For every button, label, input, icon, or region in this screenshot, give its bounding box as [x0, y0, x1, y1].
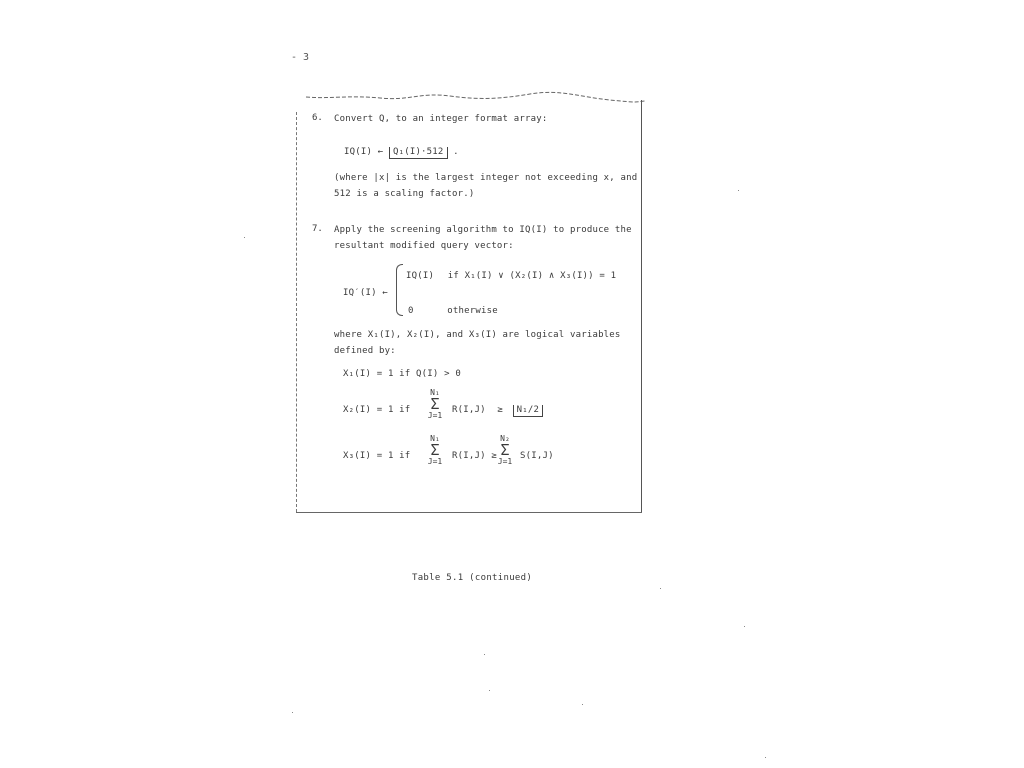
step-6-text: Convert Q, to an integer format array:	[334, 114, 548, 124]
table-left-border	[296, 112, 297, 512]
step-7-case-2	[408, 305, 498, 317]
table-caption: Table 5.1 (continued)	[412, 573, 533, 583]
torn-top-edge	[0, 0, 1024, 120]
step-7-text-line-2: resultant modified query vector:	[334, 241, 514, 251]
step-6-equation-end: .	[453, 147, 459, 157]
step-7-text-line-1: Apply the screening algorithm to IQ(I) to produce the	[334, 225, 632, 235]
case-2-condition: otherwise	[447, 306, 498, 316]
step-6-note-line-2: 512 is a scaling factor.)	[334, 189, 475, 199]
scan-speck	[489, 690, 490, 691]
definition-x2-rhs	[452, 404, 543, 417]
sigma-icon: Σ	[500, 441, 510, 459]
definition-x2-lhs: X₂(I) = 1 if	[343, 405, 411, 415]
step-6-number: 6.	[312, 113, 323, 123]
piecewise-brace	[396, 264, 403, 316]
step-6-equation-floor: Q₁(I)·512	[389, 147, 448, 159]
table-bottom-border	[296, 512, 642, 513]
definition-x3-term-1: R(I,J) ≥	[452, 451, 497, 461]
table-right-border	[641, 100, 642, 512]
definition-x3-sum-2-top: N₂	[500, 434, 510, 443]
definition-x3-sum-1-top: N₁	[430, 434, 440, 443]
definition-x3-sum-2	[494, 434, 516, 466]
scan-speck	[582, 704, 583, 705]
definition-x3-sum-1	[424, 434, 446, 466]
scan-speck	[744, 626, 745, 627]
scan-speck	[765, 757, 766, 758]
case-1-condition: if X₁(I) ∨ (X₂(I) ∧ X₃(I)) = 1	[447, 271, 617, 281]
step-6-equation	[344, 146, 459, 159]
scan-speck	[660, 588, 661, 589]
sigma-icon: Σ	[430, 441, 440, 459]
definition-x2-term: R(I,J)	[452, 405, 486, 415]
step-6-equation-lhs: IQ(I) ←	[344, 147, 384, 157]
definition-x2-sum-top: N₁	[430, 388, 440, 397]
definition-x1: X₁(I) = 1 if Q(I) > 0	[343, 369, 461, 379]
step-7-where-line-2: defined by:	[334, 346, 396, 356]
step-7-case-1	[406, 270, 616, 282]
definition-x2-floor: N₁/2	[513, 405, 543, 417]
scan-speck	[484, 654, 485, 655]
step-6-note-line-1: (where |x| is the largest integer not exceeding x, and	[334, 173, 638, 183]
definition-x2-relation: ≥	[497, 405, 503, 415]
definition-x3-term-2: S(I,J)	[520, 451, 554, 461]
definition-x2-sum-bottom: J=1	[427, 411, 443, 420]
scan-speck	[292, 712, 293, 713]
scan-speck	[244, 237, 245, 238]
definition-x3-lhs: X₃(I) = 1 if	[343, 451, 411, 461]
page-corner-mark: - 3	[291, 52, 310, 63]
step-7-where-line-1: where X₁(I), X₂(I), and X₃(I) are logical variables	[334, 330, 621, 340]
step-7-piecewise-lhs: IQ′(I) ←	[343, 288, 388, 298]
definition-x3-sum-2-bottom: J=1	[497, 457, 513, 466]
scan-speck	[738, 190, 739, 191]
definition-x2-sum	[424, 388, 446, 420]
step-7-number: 7.	[312, 224, 323, 234]
definition-x3-sum-1-bottom: J=1	[427, 457, 443, 466]
sigma-icon: Σ	[430, 395, 440, 413]
case-2-value: 0	[408, 306, 414, 316]
case-1-value: IQ(I)	[406, 271, 435, 281]
